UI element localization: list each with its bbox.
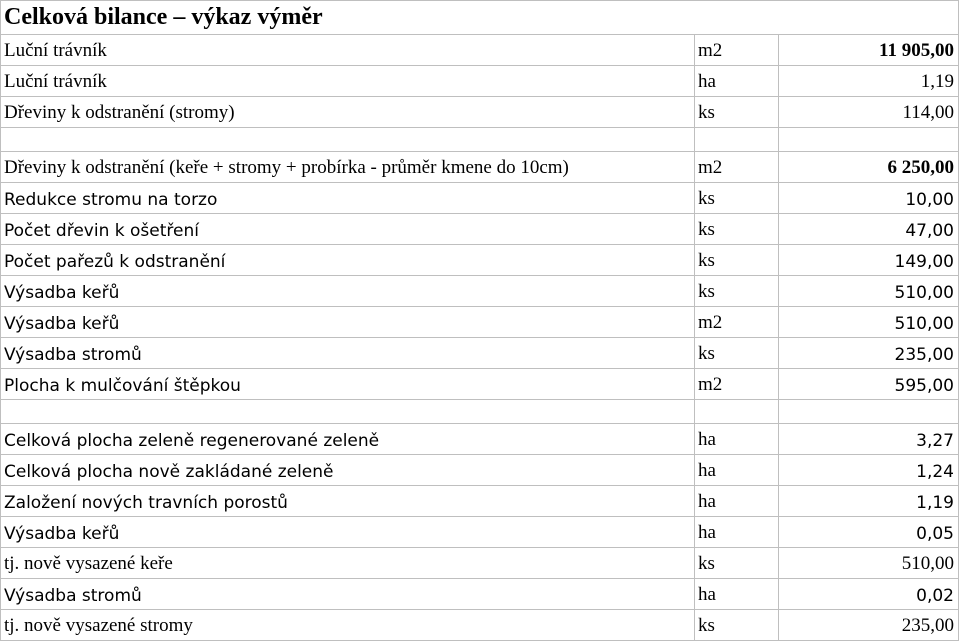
table-row xyxy=(1,245,959,276)
row-value: 1,19 xyxy=(779,66,959,96)
row-value: 1,24 xyxy=(779,455,959,485)
row-label xyxy=(1,400,695,423)
row-label: Výsadba stromů xyxy=(1,338,695,368)
row-value: 149,00 xyxy=(779,245,959,275)
row-value: 11 905,00 xyxy=(779,35,959,65)
row-label: Luční trávník xyxy=(1,35,695,65)
row-unit xyxy=(695,400,779,423)
row-label: Založení nových travních porostů xyxy=(1,486,695,516)
row-unit: m2 xyxy=(695,307,779,337)
row-unit: m2 xyxy=(695,152,779,182)
table-row xyxy=(1,35,959,66)
row-label: Redukce stromu na torzo xyxy=(1,183,695,213)
row-label xyxy=(1,128,695,151)
row-label: tj. nově vysazené keře xyxy=(1,548,695,578)
row-unit: ks xyxy=(695,245,779,275)
row-label: Plocha k mulčování štěpkou xyxy=(1,369,695,399)
row-value: 510,00 xyxy=(779,548,959,578)
row-unit: ks xyxy=(695,276,779,306)
table-row xyxy=(1,307,959,338)
row-label: Výsadba stromů xyxy=(1,579,695,609)
row-unit: ks xyxy=(695,97,779,127)
row-unit: m2 xyxy=(695,35,779,65)
row-label: Dřeviny k odstranění (keře + stromy + probírka - průměr kmene do 10cm) xyxy=(1,152,695,182)
row-value: 235,00 xyxy=(779,338,959,368)
row-unit: ha xyxy=(695,66,779,96)
row-unit: ha xyxy=(695,517,779,547)
row-unit: ks xyxy=(695,610,779,640)
row-label: tj. nově vysazené stromy xyxy=(1,610,695,640)
row-label: Výsadba keřů xyxy=(1,517,695,547)
row-value: 235,00 xyxy=(779,610,959,640)
row-value: 3,27 xyxy=(779,424,959,454)
row-value: 510,00 xyxy=(779,307,959,337)
row-value xyxy=(779,128,959,151)
table-row xyxy=(1,97,959,128)
row-unit: m2 xyxy=(695,369,779,399)
table-body xyxy=(1,35,959,641)
table-row xyxy=(1,276,959,307)
spacer-row xyxy=(1,128,959,152)
row-unit: ha xyxy=(695,455,779,485)
row-value: 10,00 xyxy=(779,183,959,213)
table-row xyxy=(1,152,959,183)
row-label: Celková plocha nově zakládané zeleně xyxy=(1,455,695,485)
table-row xyxy=(1,455,959,486)
row-label: Luční trávník xyxy=(1,66,695,96)
row-value: 0,05 xyxy=(779,517,959,547)
row-unit: ha xyxy=(695,486,779,516)
row-unit: ks xyxy=(695,214,779,244)
table-row xyxy=(1,579,959,610)
spacer-row xyxy=(1,400,959,424)
table-row xyxy=(1,486,959,517)
table-row xyxy=(1,338,959,369)
row-value: 595,00 xyxy=(779,369,959,399)
row-value xyxy=(779,400,959,423)
row-value: 6 250,00 xyxy=(779,152,959,182)
row-unit: ks xyxy=(695,183,779,213)
table-title: Celková bilance – výkaz výměr xyxy=(1,1,959,35)
row-value: 1,19 xyxy=(779,486,959,516)
table-row xyxy=(1,214,959,245)
table-row xyxy=(1,424,959,455)
row-value: 0,02 xyxy=(779,579,959,609)
table-row xyxy=(1,369,959,400)
row-label: Dřeviny k odstranění (stromy) xyxy=(1,97,695,127)
row-value: 47,00 xyxy=(779,214,959,244)
row-value: 510,00 xyxy=(779,276,959,306)
row-unit: ha xyxy=(695,424,779,454)
table-row xyxy=(1,610,959,641)
row-unit: ks xyxy=(695,548,779,578)
table-row xyxy=(1,66,959,97)
table-row xyxy=(1,183,959,214)
row-unit xyxy=(695,128,779,151)
row-unit: ks xyxy=(695,338,779,368)
row-unit: ha xyxy=(695,579,779,609)
row-label: Počet dřevin k ošetření xyxy=(1,214,695,244)
row-label: Celková plocha zeleně regenerované zeleně xyxy=(1,424,695,454)
row-label: Výsadba keřů xyxy=(1,276,695,306)
row-value: 114,00 xyxy=(779,97,959,127)
table-row xyxy=(1,517,959,548)
row-label: Počet pařezů k odstranění xyxy=(1,245,695,275)
row-label: Výsadba keřů xyxy=(1,307,695,337)
table-row xyxy=(1,548,959,579)
